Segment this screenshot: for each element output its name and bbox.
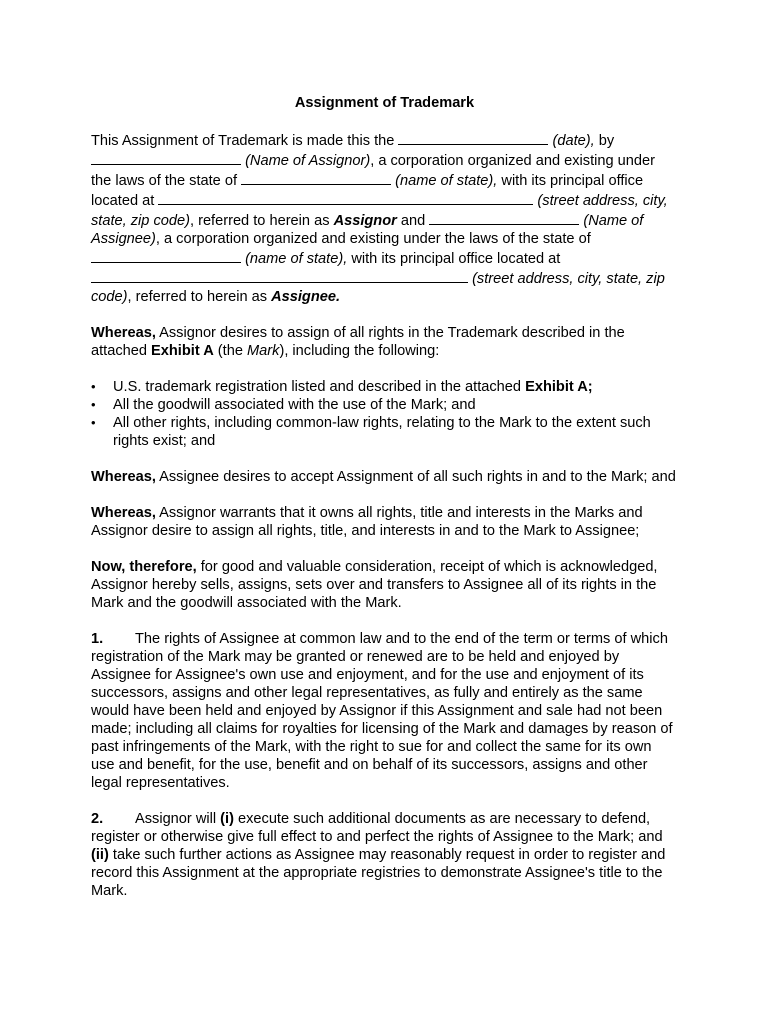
- bullet-icon: •: [91, 397, 96, 412]
- body-text: Assignee desires to accept Assignment of all such rights in and to the Mark; and: [155, 469, 676, 485]
- exhibit-label: Exhibit A: [151, 343, 214, 359]
- assignor-address-hint: (street address, city, state, zip code): [91, 193, 668, 229]
- whereas-lead: Whereas,: [91, 505, 156, 521]
- rights-list: [91, 378, 678, 450]
- assignee-name-hint: (Name of Assignee): [91, 213, 644, 247]
- intro-text: with its principal office located at: [91, 173, 644, 209]
- exhibit-label: Exhibit A;: [525, 379, 593, 395]
- list-item-text: All the goodwill associated with the use of the Mark; and: [113, 397, 476, 413]
- clause-text: take such further actions as Assignee may reasonably request in order to register and record this Assignment at the appropriate registries to demonstrate Assignee's title to the Mark.: [91, 847, 666, 899]
- clause-number: 2.: [91, 811, 104, 827]
- clause-text: The rights of Assignee at common law and to the end of the term or terms of which registration of the Mark may be granted or renewed are to be held and enjoyed by Assignee for Assignee's own use and enjoyment, and for the use and enjoyment of its successors, assigns and other legal representatives, as fully and entirely as the same would have been held and enjoyed by Assignor if this Assignment and sale had not been made; including all claims for royalties for licensing of the Mark and damages by reason of past infringements of the Mark, with the right to sue for and collect the same for its own use and benefit, for the use, benefit and on behalf of its successors, assigns and other legal representatives.: [91, 631, 673, 791]
- assignee-name-blank[interactable]: [429, 210, 579, 225]
- body-text: Assignor desires to assign of all rights in the Trademark described in the attached: [91, 325, 625, 359]
- intro-text: by: [594, 133, 615, 149]
- assignor-state-blank[interactable]: [241, 170, 391, 185]
- clause-text: execute such additional documents as are necessary to defend, register or otherwise give full effect to and perfect the rights of Assignee to the Mark; and: [91, 811, 663, 845]
- intro-text: , referred to herein as: [189, 213, 334, 229]
- intro-text: , referred to herein as: [127, 289, 272, 305]
- assignor-label: Assignor: [333, 213, 397, 229]
- intro-text: , a corporation organized and existing under the laws of the state of: [155, 231, 591, 247]
- whereas-paragraph-1: [91, 324, 678, 360]
- date-hint: (date),: [552, 133, 595, 149]
- body-text: for good and valuable consideration, receipt of which is acknowledged, Assignor hereby sells, assigns, sets over and transfers to Assignee all of its rights in the Mark and the goodwill associated with the Mark.: [91, 559, 658, 611]
- clause-2: [91, 810, 678, 900]
- intro-text: , a corporation organized and existing under the laws of the state of: [91, 153, 655, 189]
- date-blank[interactable]: [398, 130, 548, 145]
- assignor-name-hint: (Name of Assignor): [245, 153, 371, 169]
- assignee-address-hint: (street address, city, state, zip code): [91, 271, 665, 305]
- list-item: [91, 414, 678, 450]
- assignor-name-blank[interactable]: [91, 150, 241, 165]
- assignee-state-blank[interactable]: [91, 248, 241, 263]
- now-therefore-lead: Now, therefore,: [91, 559, 197, 575]
- now-therefore-paragraph: [91, 558, 678, 612]
- whereas-paragraph-2: [91, 468, 678, 486]
- body-text: (the: [213, 343, 248, 359]
- assignor-address-blank[interactable]: [158, 190, 533, 205]
- whereas-paragraph-3: [91, 504, 678, 540]
- intro-text: with its principal office located at: [347, 251, 561, 267]
- clause-sub-label: (ii): [91, 847, 109, 863]
- body-text: Assignor warrants that it owns all rights, title and interests in the Marks and Assignor desire to assign all rights, title, and interests in and to the Mark to Assignee;: [91, 505, 643, 539]
- mark-label: Mark: [247, 343, 280, 359]
- bullet-icon: •: [91, 415, 96, 430]
- intro-paragraph: [91, 130, 678, 306]
- document-title: Assignment of Trademark: [294, 95, 475, 111]
- bullet-icon: •: [91, 379, 96, 394]
- intro-text: and: [396, 213, 430, 229]
- clause-1: [91, 630, 678, 792]
- clause-text: Assignor will: [135, 811, 221, 827]
- assignee-label: Assignee.: [271, 289, 341, 305]
- clause-number: 1.: [91, 631, 104, 647]
- assignee-address-blank[interactable]: [91, 268, 468, 283]
- clause-sub-label: (i): [220, 811, 234, 827]
- assignee-state-hint: (name of state),: [245, 251, 348, 267]
- list-item: [91, 378, 678, 396]
- intro-text: This Assignment of Trademark is made this the: [91, 133, 399, 149]
- list-item-text: All other rights, including common-law rights, relating to the Mark to the extent such rights exist; and: [113, 415, 651, 449]
- body-text: ), including the following:: [279, 343, 440, 359]
- whereas-lead: Whereas,: [91, 325, 156, 341]
- list-item: [91, 396, 678, 414]
- whereas-lead: Whereas,: [91, 469, 156, 485]
- assignor-state-hint: (name of state),: [395, 173, 498, 189]
- list-item-text: U.S. trademark registration listed and described in the attached: [113, 379, 526, 395]
